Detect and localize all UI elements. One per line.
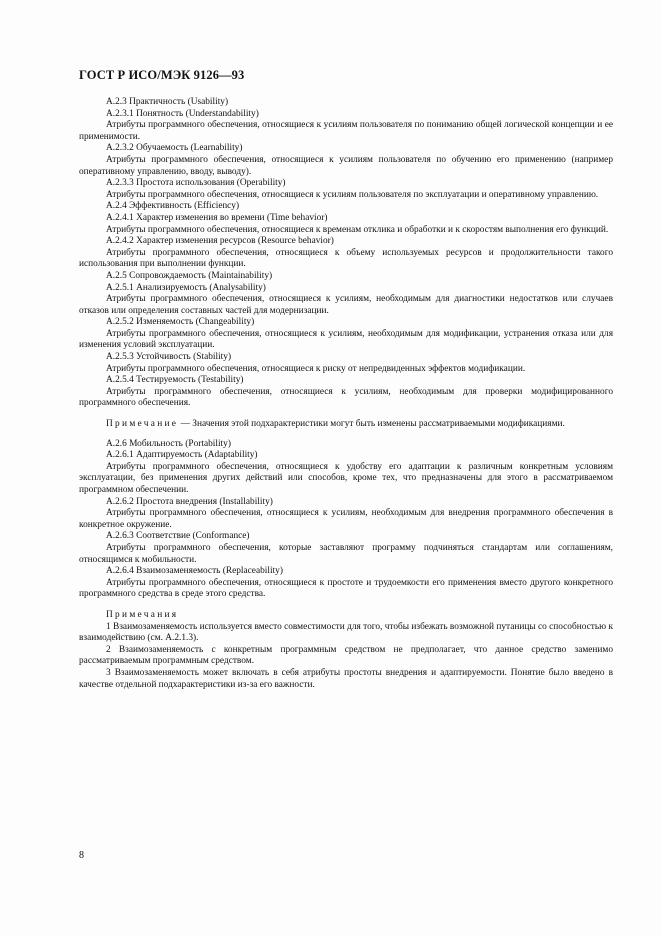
note-item: 1 Взаимозаменяемость используется вместо совместимости для того, чтобы избежать возможной путаницы со способностью к взаимодействию (см. А.2.1.3). (79, 621, 613, 644)
section-heading: А.2.3 Практичность (Usability) (106, 97, 229, 107)
body-paragraph: Атрибуты программного обеспечения, относящиеся к риску от непредвиденных эффектов модификации. (106, 363, 526, 374)
note-label: Примечание (106, 419, 179, 430)
section-heading: А.2.6 Мобильность (Portability) (106, 438, 231, 449)
subsection-heading: А.2.4.1 Характер изменения во времени (Time behavior) (106, 212, 328, 223)
page-number: 8 (79, 850, 84, 861)
body-paragraph: Атрибуты программного обеспечения, относящиеся к усилиям пользователя по обучению его применению (например оперативному управлению, вводу, выводу). (79, 154, 613, 177)
subsection-heading: А.2.6.2 Простота внедрения (Installability) (106, 496, 273, 507)
body-paragraph: Атрибуты программного обеспечения, относящиеся к усилиям, необходимым для проверки модифицированного программного обеспечения. (79, 386, 613, 409)
body-paragraph: Атрибуты программного обеспечения, относящиеся к удобству его адаптации к различным конкретным условиям эксплуатации, без применения других действий или способов, кроме тех, что предназначены для этого в рассматриваемом программном обеспечении. (79, 461, 613, 495)
document-body (79, 97, 613, 691)
body-paragraph: Атрибуты программного обеспечения, относящиеся к усилиям пользователя по эксплуатации и оперативному управлению. (106, 189, 599, 200)
note-item: 3 Взаимозаменяемость может включать в себя атрибуты простоты внедрения и адаптируемости. Понятие было введено в качестве отдельной подхарактеристики из-за его важности. (79, 667, 613, 690)
subsection-heading: А.2.5.3 Устойчивость (Stability) (106, 352, 232, 363)
body-paragraph: Атрибуты программного обеспечения, относящиеся к усилиям, необходимым для модификации, устранения отказа или для изменения условий эксплуатации. (79, 328, 613, 351)
body-paragraph: Атрибуты программного обеспечения, относящиеся к усилиям пользователя по пониманию общей логической концепции и ее применимости. (79, 120, 613, 142)
body-paragraph: Атрибуты программного обеспечения, относящиеся к временам отклика и обработки и к скоростям выполнения его функций. (106, 224, 609, 235)
subsection-heading: А.2.6.4 Взаимозаменяемость (Replaceability) (106, 566, 283, 577)
body-paragraph: Атрибуты программного обеспечения, которые заставляют программу подчиняться стандартам или соглашениям, относящимся к мобильности. (79, 542, 613, 565)
subsection-heading: А.2.3.2 Обучаемость (Learnability) (106, 143, 243, 154)
subsection-heading: А.2.5.2 Изменяемость (Changeability) (106, 317, 255, 328)
body-paragraph: Атрибуты программного обеспечения, относящиеся к усилиям, необходимым для диагностики недостатков или случаев отказов или определения составных частей для модернизации. (79, 294, 613, 316)
body-paragraph: Атрибуты программного обеспечения, относящиеся к усилиям, необходимым для внедрения программного обеспечения в конкретное окружение. (79, 508, 613, 530)
subsection-heading: А.2.4.2 Характер изменения ресурсов (Resource behavior) (106, 236, 334, 247)
subsection-heading: А.2.3.3 Простота использования (Operability) (106, 178, 286, 189)
section-heading: А.2.5 Сопровождаемость (Maintainability) (106, 270, 273, 281)
note-item: 2 Взаимозаменяемость с конкретным программным средством не предполагает, что данное средство заменимо рассматриваемым программным средством. (79, 644, 613, 667)
body-paragraph: Атрибуты программного обеспечения, относящиеся к простоте и трудоемкости его применения вместо другого конкретного программного средства в среде этого средства. (79, 577, 613, 600)
note (79, 419, 613, 431)
subsection-heading: А.2.3.1 Понятность (Understandability) (106, 108, 259, 119)
section-heading: А.2.4 Эффективность (Efficiency) (106, 201, 240, 212)
subsection-heading: А.2.5.4 Тестируемость (Testability) (106, 375, 244, 386)
subsection-heading: А.2.6.1 Адаптируемость (Adaptability) (106, 450, 258, 461)
subsection-heading: А.2.5.1 Анализируемость (Analysability) (106, 282, 266, 293)
note-text: — Значения этой подхарактеристики могут быть изменены рассматриваемыми модификациями. (178, 419, 565, 430)
notes-title: Примечания (106, 609, 179, 620)
document-header: ГОСТ Р ИСО/МЭК 9126—93 (79, 68, 245, 82)
subsection-heading: А.2.6.3 Соответствие (Conformance) (106, 531, 250, 542)
body-paragraph: Атрибуты программного обеспечения, относящиеся к объему используемых ресурсов и продолжительности такого использования при выполнении функции. (79, 247, 613, 270)
